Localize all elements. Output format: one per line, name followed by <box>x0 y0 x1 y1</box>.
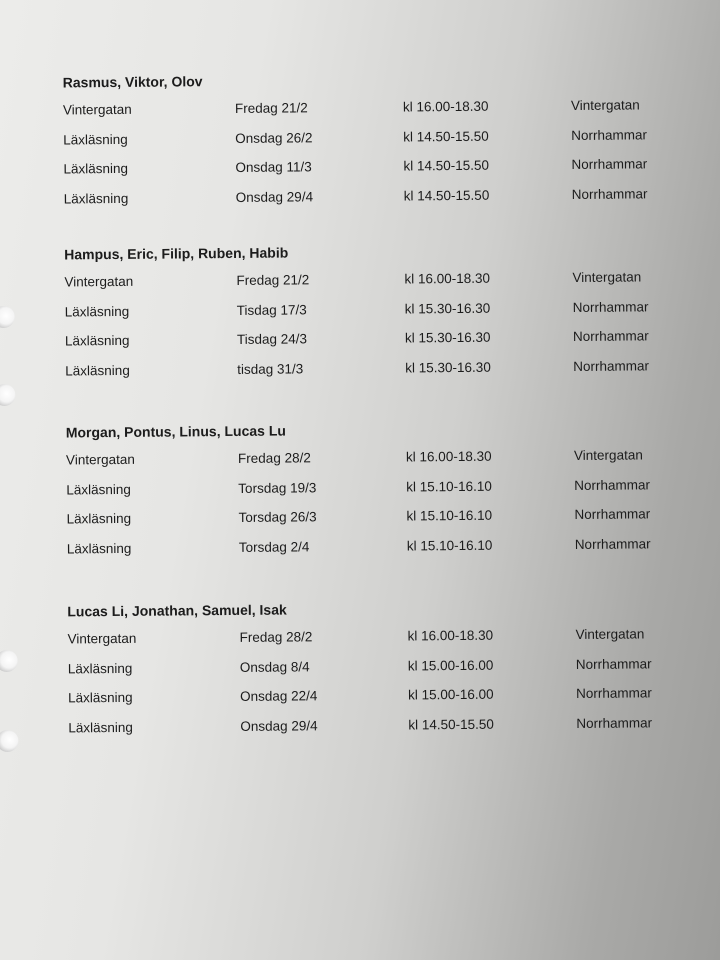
activity-cell: Läxläsning <box>67 660 133 676</box>
time-cell: kl 15.30-16.30 <box>405 359 491 375</box>
date-cell: Torsdag 2/4 <box>238 538 310 555</box>
activity-cell: Läxläsning <box>66 540 132 556</box>
group-title: Lucas Li, Jonathan, Samuel, Isak <box>67 601 287 620</box>
place-cell: Vintergatan <box>575 626 645 643</box>
time-cell: kl 16.00-18.30 <box>404 270 491 287</box>
time-cell: kl 14.50-15.50 <box>403 157 490 174</box>
activity-cell: Vintergatan <box>64 273 134 290</box>
punch-hole <box>0 650 18 672</box>
activity-cell: Läxläsning <box>64 303 130 319</box>
punch-hole <box>0 730 19 752</box>
activity-cell: Läxläsning <box>68 719 133 735</box>
place-cell: Norrhammar <box>575 655 652 672</box>
place-cell: Norrhammar <box>576 714 653 731</box>
activity-cell: Läxläsning <box>64 332 130 349</box>
time-cell: kl 15.30-16.30 <box>404 329 491 346</box>
place-cell: Norrhammar <box>574 506 651 523</box>
schedule-row <box>68 712 688 747</box>
time-cell: kl 16.00-18.30 <box>402 98 489 115</box>
time-cell: kl 15.30-16.30 <box>404 300 491 316</box>
time-cell: kl 16.00-18.30 <box>405 448 492 465</box>
time-cell: kl 15.00-16.00 <box>408 686 494 703</box>
place-cell: Norrhammar <box>572 298 649 315</box>
place-cell: Norrhammar <box>574 476 651 493</box>
place-cell: Norrhammar <box>572 328 649 345</box>
date-cell: tisdag 31/3 <box>237 360 304 377</box>
activity-cell: Läxläsning <box>66 481 131 497</box>
activity-cell: Läxläsning <box>68 689 133 706</box>
date-cell: Torsdag 19/3 <box>238 479 317 496</box>
activity-cell: Vintergatan <box>67 630 137 647</box>
date-cell: Fredag 28/2 <box>237 450 311 466</box>
schedule-group <box>66 416 687 567</box>
place-cell: Norrhammar <box>571 126 648 143</box>
punch-hole <box>0 306 15 328</box>
schedule-group <box>64 238 685 389</box>
date-cell: Tisdag 17/3 <box>236 301 307 318</box>
time-cell: kl 15.10-16.10 <box>406 537 493 553</box>
place-cell: Norrhammar <box>571 185 648 202</box>
activity-cell: Läxläsning <box>66 510 132 527</box>
punch-hole <box>0 384 16 406</box>
group-title: Morgan, Pontus, Linus, Lucas Lu <box>65 422 286 441</box>
place-cell: Vintergatan <box>570 97 640 114</box>
date-cell: Fredag 21/2 <box>236 272 310 288</box>
time-cell: kl 14.50-15.50 <box>403 128 489 144</box>
date-cell: Fredag 28/2 <box>239 629 313 645</box>
schedule-row <box>65 355 685 390</box>
time-cell: kl 16.00-18.30 <box>407 627 494 644</box>
activity-cell: Läxläsning <box>63 190 129 206</box>
time-cell: kl 15.00-16.00 <box>407 657 494 673</box>
place-cell: Norrhammar <box>576 685 652 701</box>
time-cell: kl 15.10-16.10 <box>406 478 492 494</box>
schedule-row <box>67 533 687 568</box>
date-cell: Onsdag 8/4 <box>239 658 310 675</box>
group-title: Rasmus, Viktor, Olov <box>62 73 203 91</box>
schedule-group <box>63 66 684 217</box>
date-cell: Onsdag 26/2 <box>235 129 313 146</box>
place-cell: Norrhammar <box>571 156 648 173</box>
schedule-row <box>64 183 684 218</box>
date-cell: Onsdag 11/3 <box>235 159 312 175</box>
time-cell: kl 14.50-15.50 <box>403 187 490 203</box>
group-title: Hampus, Eric, Filip, Ruben, Habib <box>64 244 289 263</box>
date-cell: Onsdag 29/4 <box>240 717 318 734</box>
place-cell: Vintergatan <box>573 447 643 464</box>
date-cell: Fredag 21/2 <box>234 100 308 116</box>
time-cell: kl 14.50-15.50 <box>408 716 494 732</box>
place-cell: Norrhammar <box>574 535 651 552</box>
date-cell: Tisdag 24/3 <box>236 331 308 347</box>
activity-cell: Läxläsning <box>65 362 130 378</box>
schedule-group <box>67 595 688 746</box>
activity-cell: Vintergatan <box>62 101 132 118</box>
date-cell: Torsdag 26/3 <box>238 509 317 525</box>
activity-cell: Läxläsning <box>63 131 128 147</box>
activity-cell: Läxläsning <box>63 160 129 177</box>
time-cell: kl 15.10-16.10 <box>406 507 493 524</box>
place-cell: Vintergatan <box>572 269 642 286</box>
activity-cell: Vintergatan <box>65 451 135 468</box>
date-cell: Onsdag 29/4 <box>235 188 314 205</box>
place-cell: Norrhammar <box>573 357 650 374</box>
date-cell: Onsdag 22/4 <box>240 688 318 704</box>
